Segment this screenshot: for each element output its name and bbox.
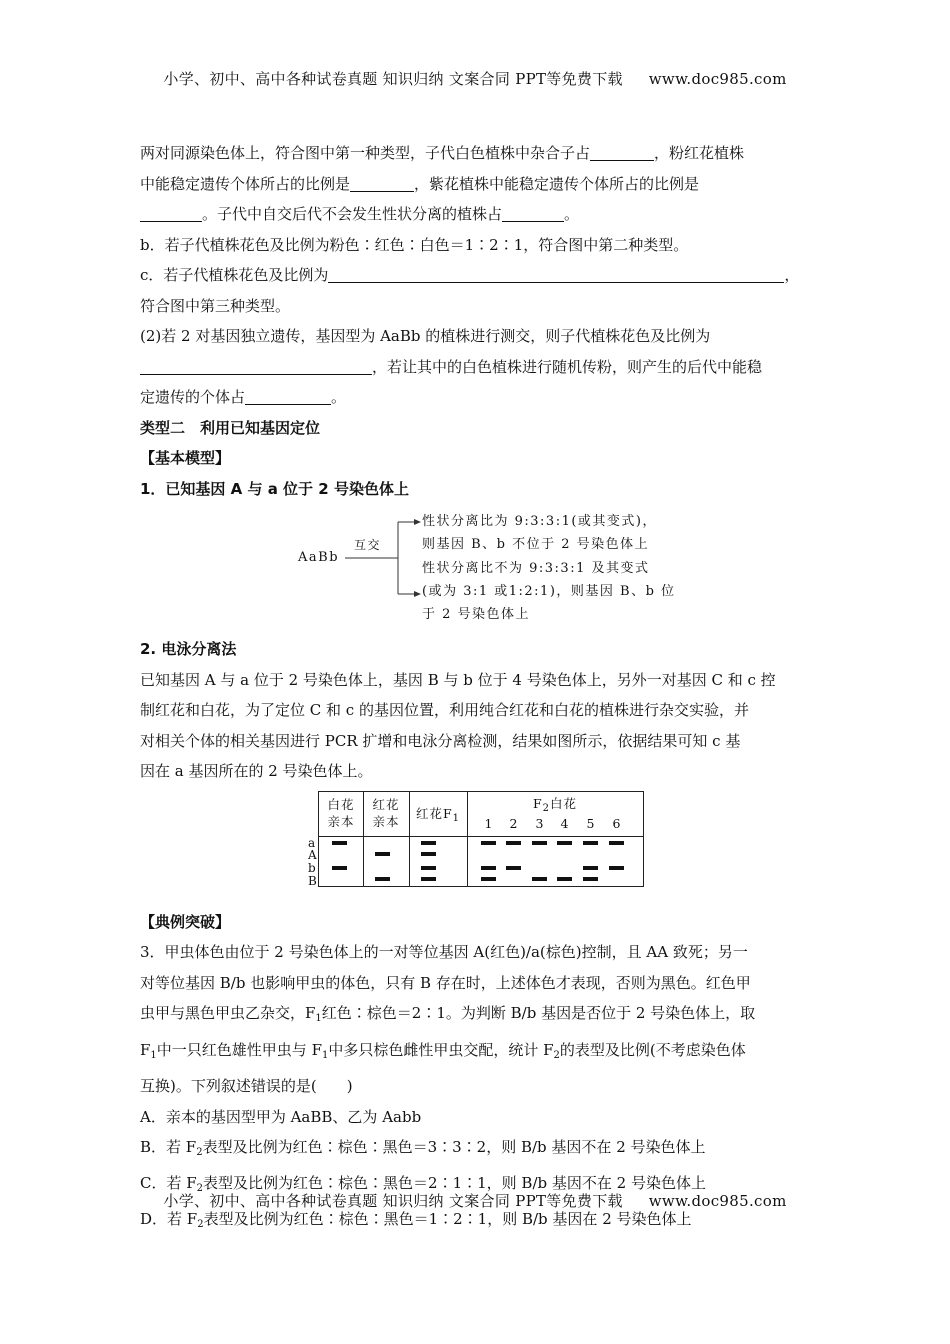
part1-line2: 中能稳定遗传个体所占的比例是 ，紫花植株中能稳定遗传个体所占的比例是 <box>140 174 700 193</box>
option-b[interactable]: B．若 $F_2$表型及比例为红色∶棕色∶黑色＝3∶3∶2，则 B/b 基因不在 2 号染色体上 <box>140 1137 706 1158</box>
lane-label: 2 <box>509 815 519 831</box>
gel-band <box>609 866 624 870</box>
gel-band <box>506 866 521 870</box>
item2-para-line4: 因在 a 基因所在的 2 号染色体上。 <box>140 762 373 780</box>
lane-label: 1 <box>484 815 494 831</box>
page-footer <box>0 1190 950 1211</box>
part1-line3: 。子代中自交后代不会发生性状分离的植株占 。 <box>140 199 812 230</box>
q3-line1: 3．甲虫体色由位于 2 号染色体上的一对等位基因 A(红色)/a(棕色)控制，且 AA 致死；另一 <box>140 943 748 961</box>
col-header-red-f1: 红花$F_1$ <box>415 805 461 824</box>
answer-blank-5[interactable] <box>328 264 784 283</box>
q3-options <box>140 1102 812 1240</box>
option-c[interactable]: C．若 $F_2$表型及比例为红色∶棕色∶黑色＝2∶1∶1，则 B/b 基因不在 2 号染色体上 <box>140 1173 706 1194</box>
gel-band <box>421 877 436 881</box>
diagram-arrow-label: 互交 <box>354 538 382 552</box>
gel-band <box>481 877 496 881</box>
item2-para-line2: 制红花和白花，为了定位 C 和 c 的基因位置，利用纯合红花和白花的植株进行杂交实验，并 <box>140 701 749 719</box>
section2-title: 类型二 利用已知基因定位 <box>140 418 321 437</box>
gel-band <box>481 866 496 870</box>
answer-blank-4[interactable] <box>502 203 564 222</box>
answer-blank-2[interactable] <box>350 173 414 192</box>
lane-label: 5 <box>586 815 596 831</box>
q3-line3: 虫甲与黑色甲虫乙杂交，$F_1$红色∶棕色＝2∶1。为判断 B/b 基因是否位于 2 号染色体上，取 <box>140 1004 756 1024</box>
diagram-upper-line1: 性状分离比为 9:3:3:1(或其变式)， <box>422 514 657 529</box>
diagram-genotype: AaBb <box>298 550 340 565</box>
document-body <box>140 138 812 1240</box>
lower-arrow-icon <box>414 591 421 597</box>
row-label-A: A <box>308 847 317 862</box>
col-header-f2-white: $F_2$白花 <box>532 795 578 814</box>
row-label-b: b <box>308 860 316 875</box>
gel-band <box>481 841 496 845</box>
gel-band <box>375 877 390 881</box>
gel-band <box>375 852 390 856</box>
answer-blank-7[interactable] <box>245 386 331 405</box>
header-url[interactable]: www.doc985.com <box>648 70 787 88</box>
diagram-upper-line2: 则基因 B、b 不位于 2 号染色体上 <box>422 537 650 552</box>
row-label-B: B <box>308 873 317 888</box>
gel-band <box>557 841 572 845</box>
col-header-red-parent: 红花 亲本 <box>372 796 400 829</box>
gel-band <box>557 877 572 881</box>
diagram-lower-line1: 性状分离比不为 9:3:3:1 及其变式 <box>422 561 650 576</box>
q3-line5: 互换)。下列叙述错误的是( ) <box>140 1077 353 1095</box>
header-text: 小学、初中、高中各种试卷真题 知识归纳 文案合同 PPT等免费下载 <box>163 70 623 88</box>
part1-line1: 两对同源染色体上，符合图中第一种类型，子代白色植株中杂合子占 ，粉红花植株 <box>140 144 745 162</box>
question2-line2: ，若让其中的白色植株进行随机传粉，则产生的后代中能稳 <box>140 352 812 383</box>
gel-band <box>532 877 547 881</box>
gel-band <box>506 841 521 845</box>
basic-model-label: 【基本模型】 <box>140 449 231 467</box>
model-item1: 1．已知基因 A 与 a 位于 2 号染色体上 <box>140 479 409 498</box>
gel-band <box>421 852 436 856</box>
flowchart-diagram <box>140 510 812 626</box>
part1-c-line: c．若子代植株花色及比例为 ， <box>140 266 800 284</box>
answer-blank-1[interactable] <box>590 142 654 161</box>
part1-b-line: b．若子代植株花色及比例为粉色∶红色∶白色＝1∶2∶1，符合图中第二种类型。 <box>140 235 689 254</box>
example-label: 【典例突破】 <box>140 912 231 931</box>
gel-band <box>583 877 598 881</box>
electrophoresis-figure <box>140 791 812 901</box>
page-header <box>0 68 950 89</box>
question2-line1: (2)若 2 对基因独立遗传，基因型为 AaBb 的植株进行测交，则子代植株花色及比例为 <box>140 327 711 345</box>
gel-band <box>583 866 598 870</box>
gel-band <box>532 841 547 845</box>
gel-table <box>318 791 644 887</box>
gel-band <box>421 866 436 870</box>
col-header-white-parent: 白花 亲本 <box>327 796 355 829</box>
footer-url[interactable]: www.doc985.com <box>648 1192 787 1210</box>
option-d[interactable]: D．若 $F_2$表型及比例为红色∶棕色∶黑色＝1∶2∶1，则 B/b 基因在 2 号染色体上 <box>140 1209 692 1230</box>
item2-para-line3: 对相关个体的相关基因进行 PCR 扩增和电泳分离检测，结果如图所示，依据结果可知 c 基 <box>140 731 741 750</box>
question2-line3: 定遗传的个体占 。 <box>140 388 347 406</box>
part1-c-line2: 符合图中第三种类型。 <box>140 296 291 315</box>
gel-band <box>583 841 598 845</box>
gel-band <box>332 841 347 845</box>
gel-band <box>421 841 436 845</box>
upper-arrow-icon <box>414 519 421 525</box>
lane-label: 6 <box>612 815 622 831</box>
lane-label: 4 <box>560 815 570 831</box>
q3-line2: 对等位基因 B/b 也影响甲虫的体色，只有 B 存在时，上述体色才表现，否则为黑色。红色甲 <box>140 973 751 992</box>
answer-blank-3[interactable] <box>140 203 202 222</box>
gel-band <box>332 866 347 870</box>
option-a[interactable]: A．亲本的基因型甲为 AaBB、乙为 Aabb <box>140 1107 422 1126</box>
answer-blank-6[interactable] <box>140 356 372 375</box>
q3-line4: $F_1$中一只红色雄性甲虫与 $F_1$中多只棕色雌性甲虫交配，统计 $F_2$的表型及比例(不考虑染色体 <box>140 1040 746 1061</box>
gel-band <box>609 841 624 845</box>
diagram-lower-line3: 于 2 号染色体上 <box>422 607 531 622</box>
diagram-lower-line2: (或为 3:1 或1:2:1)，则基因 B、b 位 <box>422 584 676 599</box>
item2-para-line1: 已知基因 A 与 a 位于 2 号染色体上，基因 B 与 b 位于 4 号染色体上，另外一对基因 C 和 c 控 <box>140 670 776 689</box>
row-label-a: a <box>308 835 316 850</box>
footer-text: 小学、初中、高中各种试卷真题 知识归纳 文案合同 PPT等免费下载 <box>163 1192 623 1210</box>
model-item2: 2. 电泳分离法 <box>140 640 237 658</box>
lane-label: 3 <box>535 815 545 831</box>
